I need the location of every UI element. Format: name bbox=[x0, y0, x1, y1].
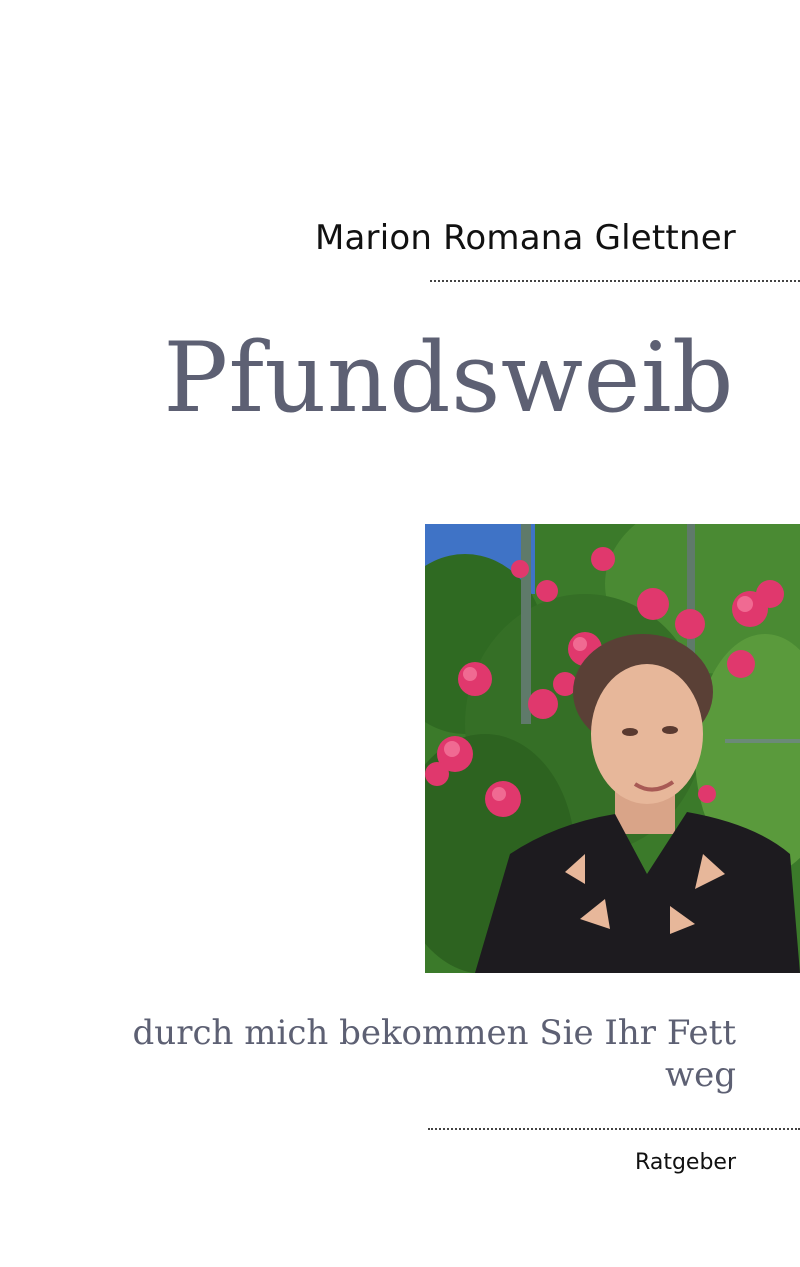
author-name: Marion Romana Glettner bbox=[314, 218, 736, 258]
cover-photo bbox=[425, 524, 800, 973]
portrait-illustration bbox=[425, 524, 800, 973]
bottom-dotted-divider bbox=[428, 1128, 800, 1130]
book-title: Pfundsweib bbox=[163, 322, 734, 434]
top-dotted-divider bbox=[430, 280, 800, 282]
genre-label: Ratgeber bbox=[635, 1150, 736, 1175]
book-subtitle: durch mich bekommen Sie Ihr Fett weg bbox=[132, 1013, 736, 1095]
